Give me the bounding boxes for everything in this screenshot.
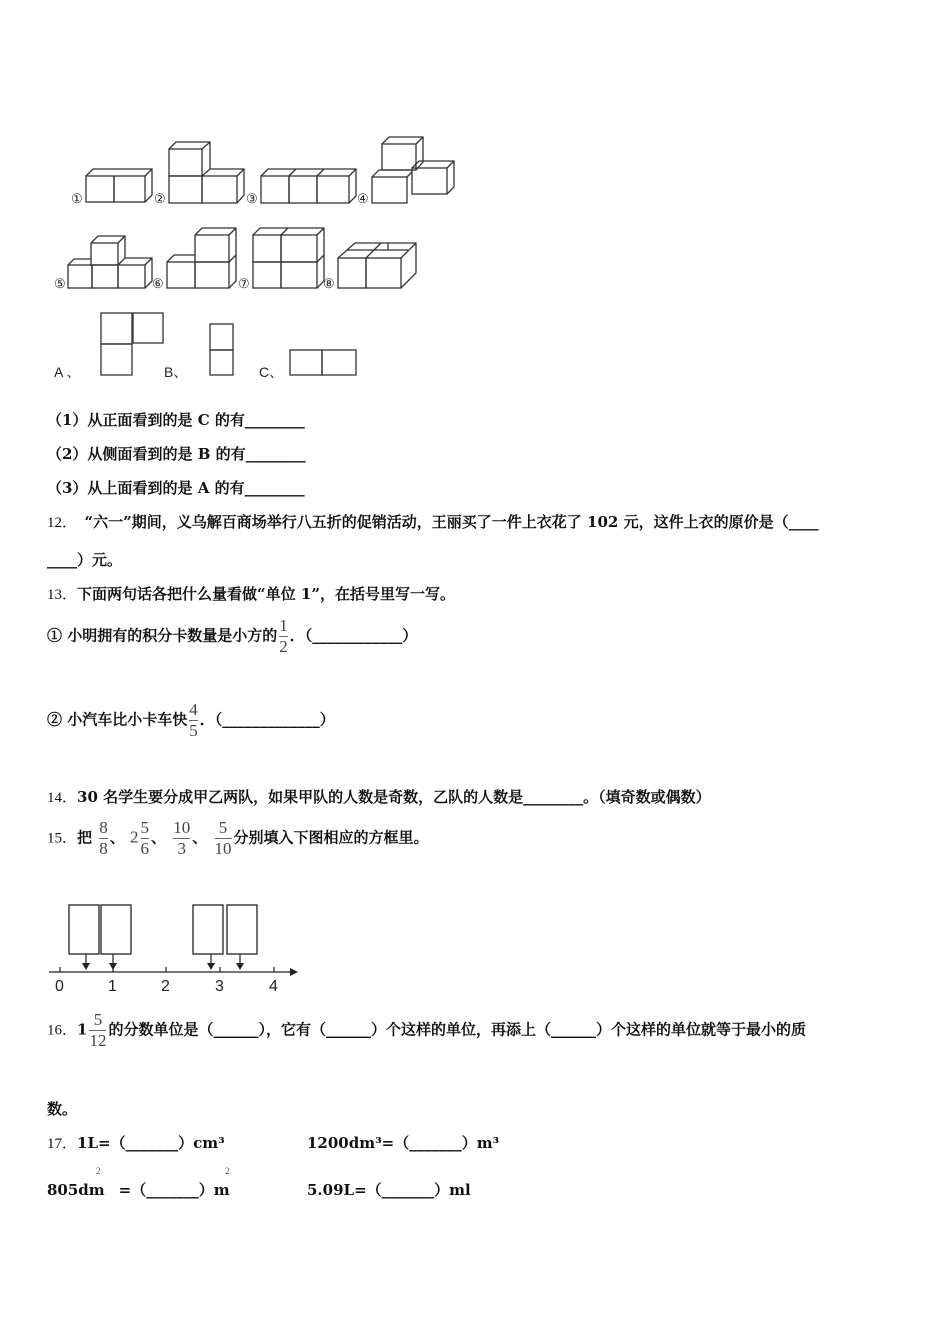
cube-label-8: ⑧	[323, 276, 335, 291]
axis-label-2: 2	[161, 978, 170, 995]
axis-label-0: 0	[55, 978, 64, 995]
q17-sup-1: 2	[96, 1166, 101, 1176]
fraction-5-12: $\frac{5}{12}$	[89, 1010, 107, 1050]
q16-line-1: 16．1 $\frac{5}{12}$ 的分数单位是（______），它有（______）个这样的单位，再添上（______）个这样的单位就等于最小的质	[47, 1010, 806, 1050]
q13-title: 13．下面两句话各把什么量看做“单位 1”，在括号里写一写。	[47, 585, 455, 603]
cube-label-7: ⑦	[238, 276, 250, 291]
axis-label-1: 1	[108, 978, 117, 995]
q16-line-2: 数。	[47, 1100, 78, 1118]
figure-6-cubes	[167, 228, 236, 288]
figure-7-cubes	[253, 228, 324, 288]
fraction-5-10: $\frac{5}{10}$	[214, 818, 232, 858]
axis-label-3: 3	[215, 978, 224, 995]
q17-sup-2: 2	[225, 1166, 230, 1176]
view-a-shape	[101, 313, 163, 375]
axis-arrow-icon	[290, 968, 298, 976]
q11-item-1: （1）从正面看到的是 C 的有________	[47, 411, 305, 429]
figure-5-cubes	[68, 236, 152, 288]
axis-label-4: 4	[269, 978, 278, 995]
q11-item-2: （2）从侧面看到的是 B 的有________	[47, 445, 306, 463]
q17-item-b: 1200dm³=（_______）m³	[307, 1134, 500, 1152]
number-line-figure	[0, 895, 320, 1000]
q14-line: 14．30 名学生要分成甲乙两队，如果甲队的人数是奇数，乙队的人数是________。（填奇数或偶数）	[47, 788, 711, 806]
cube-label-4: ④	[357, 191, 369, 206]
answer-box-3	[193, 905, 223, 954]
q11-item-3: （3）从上面看到的是 A 的有________	[47, 479, 305, 497]
fraction-8-8: $\frac{8}{8}$	[99, 818, 108, 858]
answer-box-2	[101, 905, 131, 954]
cube-label-6: ⑥	[152, 276, 164, 291]
q15-line: 15．把 $\frac{8}{8}$ 、 2 $\frac{5}{6}$ 、 $\frac{10}{3}$ 、 $\frac{5}{10}$ 分别填入下图相应的方框里。	[47, 818, 429, 858]
q17-item-c: 805dm =（_______）m	[47, 1181, 230, 1199]
q17-item-a: 17．1L=（_______）cm³	[47, 1134, 225, 1152]
answer-box-1	[69, 905, 99, 954]
fraction-1-2: $\frac{1}{2}$	[279, 616, 288, 656]
cube-figure	[0, 0, 950, 400]
figure-4-cubes	[372, 137, 454, 203]
fraction-4-5: $\frac{4}{5}$	[189, 700, 198, 740]
cube-label-5: ⑤	[54, 276, 66, 291]
figure-3-cubes	[261, 169, 356, 203]
cube-label-2: ②	[154, 191, 166, 206]
view-label-b: B、	[164, 364, 188, 380]
view-c-shape	[290, 350, 356, 375]
view-label-c: C、	[259, 364, 284, 380]
q12-line-1: 12． “六一”期间，义乌解百商场举行八五折的促销活动，王丽买了一件上衣花了 102 元，这件上衣的原价是（____	[47, 513, 819, 531]
answer-box-4	[227, 905, 257, 954]
figure-2-cubes	[169, 142, 244, 203]
view-b-shape	[210, 324, 233, 375]
cube-label-1: ①	[71, 191, 83, 206]
q17-item-d: 5.09L=（_______）ml	[307, 1181, 471, 1199]
figure-1-cubes	[86, 169, 152, 202]
view-label-a: A 、	[54, 364, 81, 380]
figure-8-cubes	[338, 243, 416, 288]
q12-line-2: ____）元。	[47, 551, 123, 569]
fraction-10-3: $\frac{10}{3}$	[173, 818, 191, 858]
cube-label-3: ③	[246, 191, 258, 206]
q13-sentence-1: ① 小明拥有的积分卡数量是小方的 $\frac{1}{2}$ ．（____________）	[47, 616, 418, 656]
q13-sentence-2: ② 小汽车比小卡车快 $\frac{4}{5}$ ．（_____________）	[47, 700, 335, 740]
fraction-2-5-6: $\frac{5}{6}$	[140, 818, 150, 858]
